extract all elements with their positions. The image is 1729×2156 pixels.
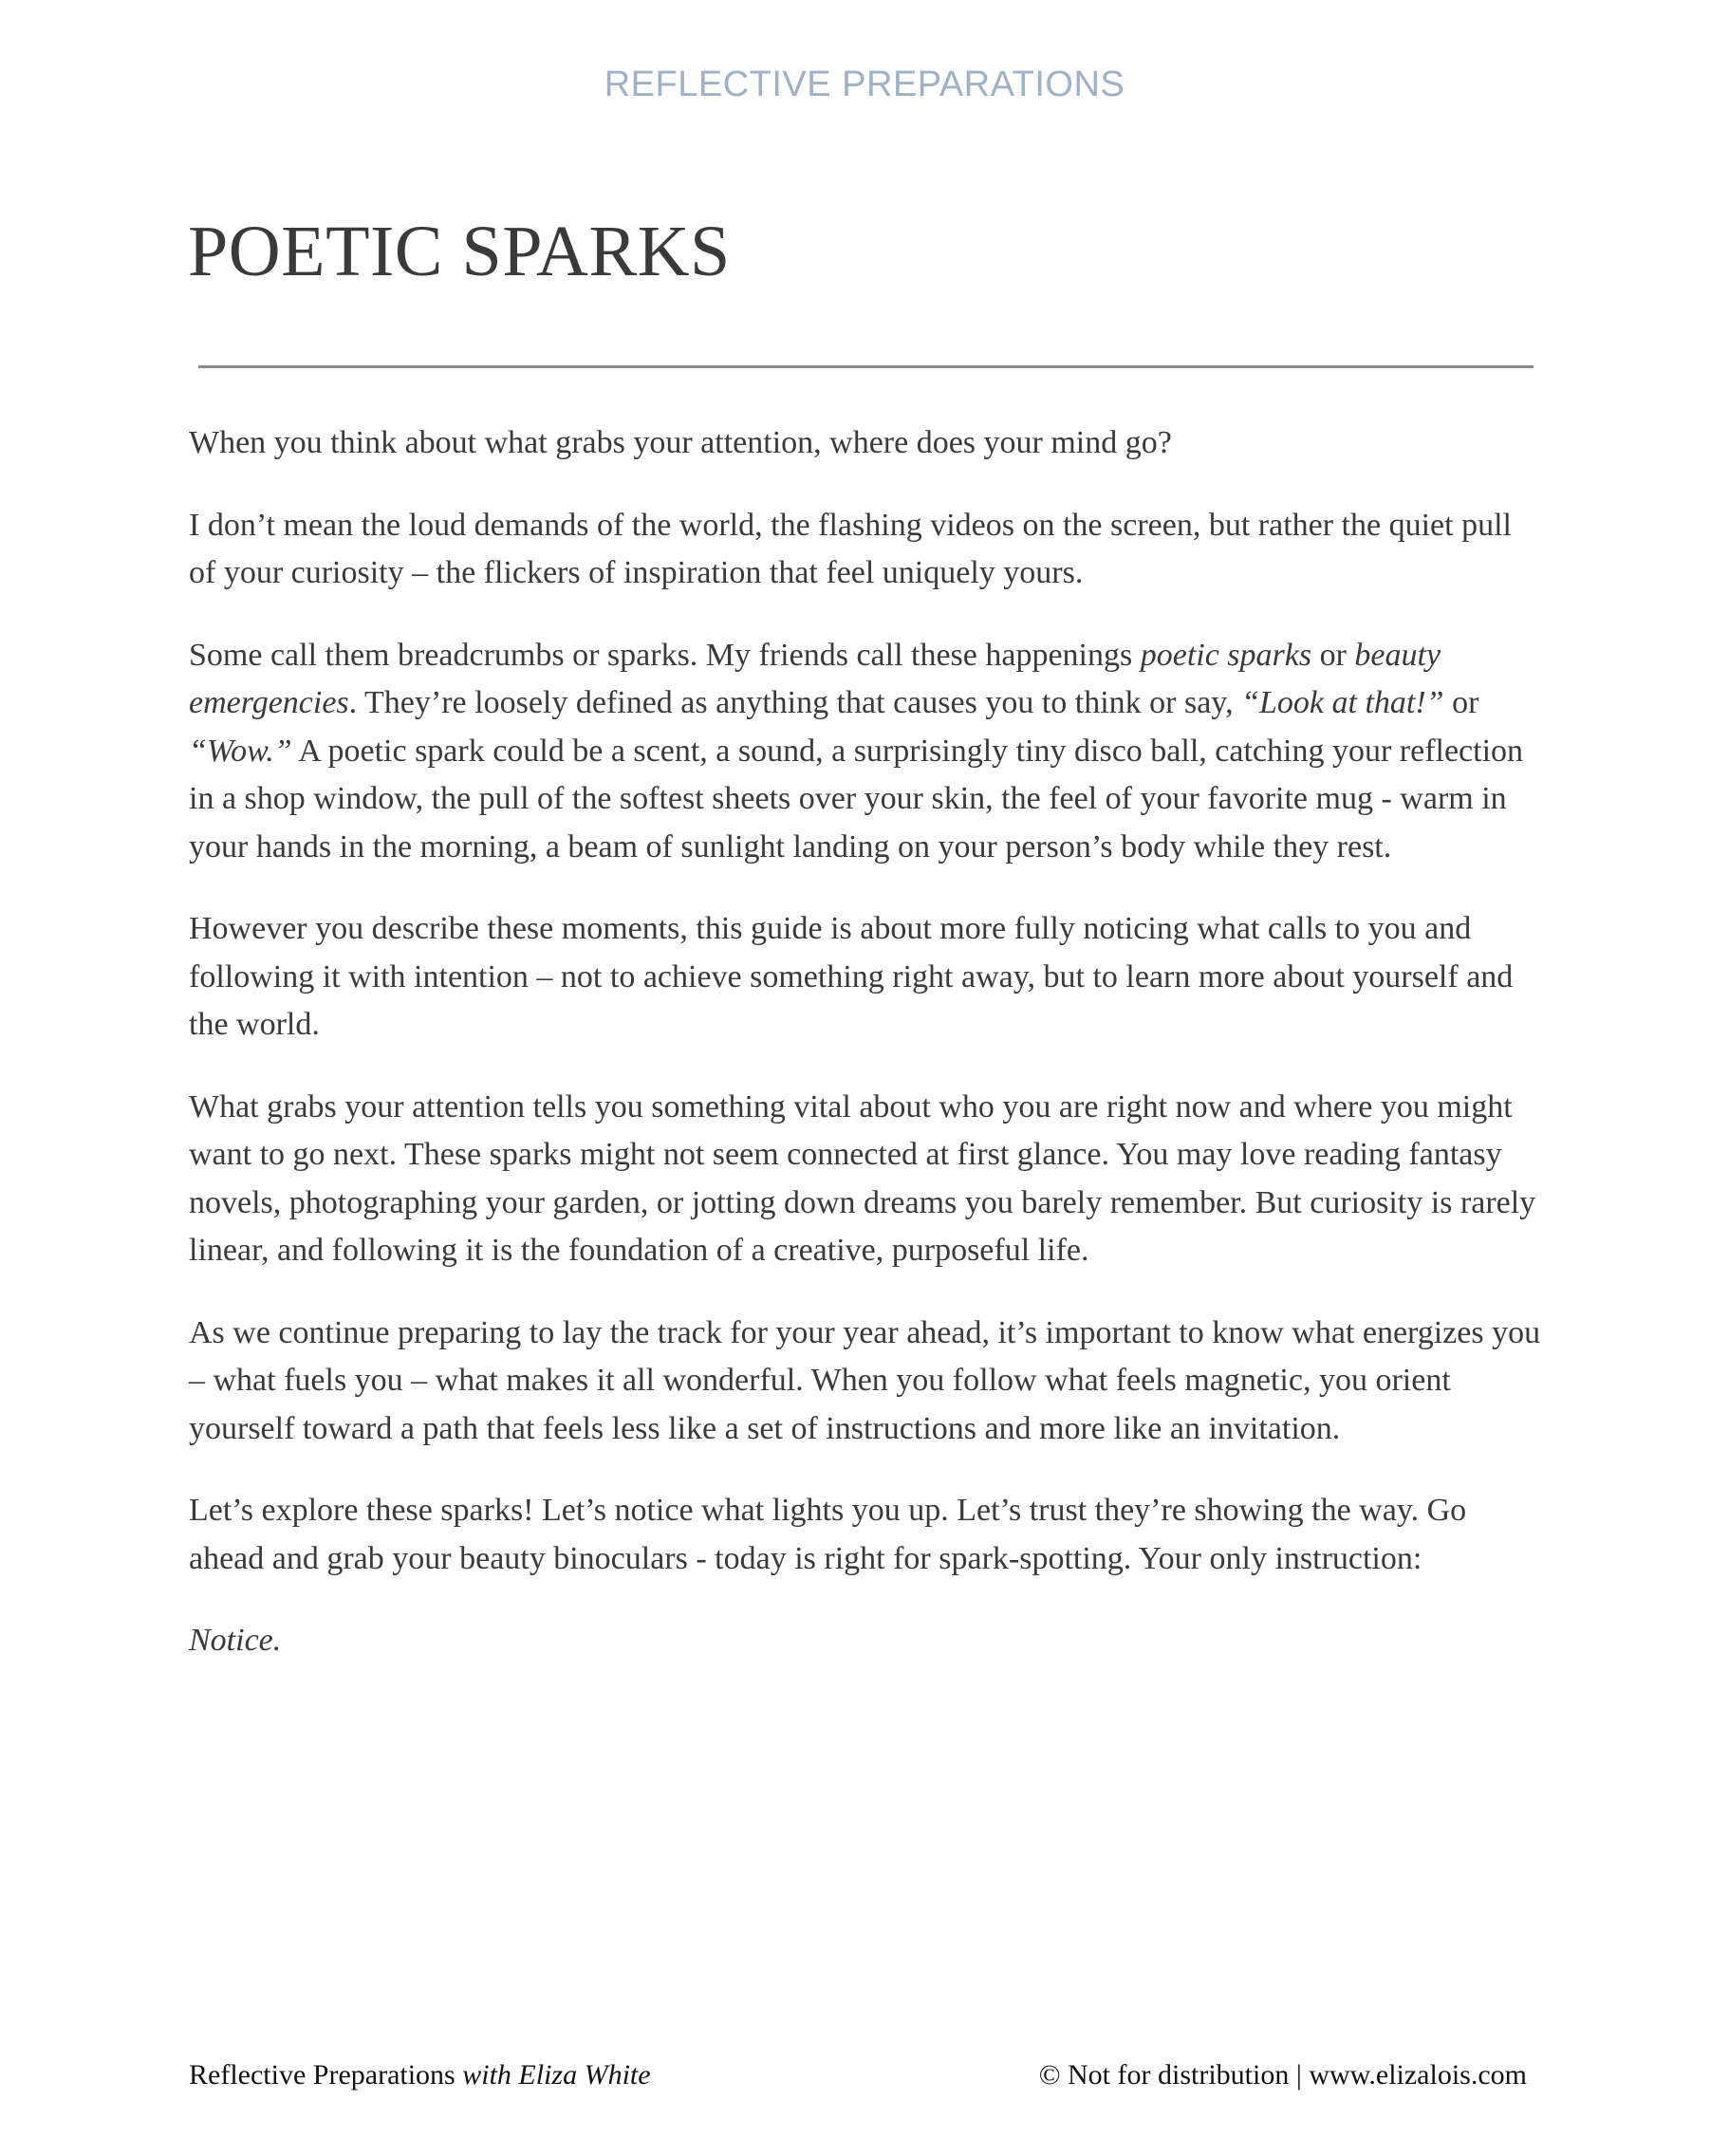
- paragraph-6: As we continue preparing to lay the track for your year ahead, it’s important to know what energizes you – what fuels you – what makes it all wonderful. When you follow what feels magnetic, you orient yourself toward a path that feels less like a set of instructions and more like an invitation.: [189, 1314, 1541, 1446]
- paragraph-3-text-c: or: [1311, 637, 1355, 673]
- notice-closing: Notice.: [189, 1623, 282, 1658]
- header-brand: REFLECTIVE PREPARATIONS: [604, 65, 1125, 104]
- paragraph-3-text-e: . They’re loosely defined as anything that causes you to think or say,: [348, 685, 1242, 720]
- paragraph-3: [189, 632, 1546, 872]
- body-text: [189, 419, 1546, 1700]
- paragraph-4: However you describe these moments, this guide is about more fully noticing what calls to you and following it with intention – not to achieve something right away, but to learn more about yourself and the world.: [189, 911, 1514, 1042]
- paragraph-2: I don’t mean the loud demands of the world, the flashing videos on the screen, but rather the quiet pull of your curiosity – the flickers of inspiration that feel uniquely yours.: [189, 507, 1512, 590]
- footer-copyright: © Not for distribution | www.elizalois.com: [1038, 2059, 1527, 2091]
- paragraph-3-text-a: Some call them breadcrumbs or sparks. My friends call these happenings: [189, 637, 1141, 673]
- title-divider: [198, 365, 1534, 368]
- paragraph-5: What grabs your attention tells you something vital about who you are right now and where you might want to go next. These sparks might not seem connected at first glance. You may love reading fantasy novels, photographing your garden, or jotting down dreams you barely remember. But curiosity is rarely linear, and following it is the foundation of a creative, purposeful life.: [189, 1088, 1536, 1268]
- footer-left-author: with Eliza White: [462, 2059, 651, 2091]
- footer-left-title: Reflective Preparations: [189, 2059, 463, 2091]
- paragraph-3-text-g: or: [1443, 685, 1479, 720]
- beauty-emergencies-term: beauty emergencies: [189, 637, 1441, 720]
- page-title: POETIC SPARKS: [188, 212, 731, 291]
- paragraph-1: When you think about what grabs your attention, where does your mind go?: [189, 425, 1172, 460]
- wow-quote: “Wow.”: [189, 733, 292, 769]
- poetic-sparks-term: poetic sparks: [1140, 637, 1312, 673]
- paragraph-7: Let’s explore these sparks! Let’s notice what lights you up. Let’s trust they’re showing the way. Go ahead and grab your beauty binoculars - today is right for spark-spotting. Your only instruction:: [189, 1493, 1467, 1576]
- paragraph-3-text-i: A poetic spark could be a scent, a sound, a surprisingly tiny disco ball, catching your reflection in a shop window, the pull of the softest sheets over your skin, the feel of your favorite mug - warm in your hands in the morning, a beam of sunlight landing on your person’s body while they rest.: [189, 733, 1524, 864]
- paragraph-8: [189, 1617, 1546, 1665]
- look-at-that-quote: “Look at that!”: [1241, 685, 1444, 720]
- footer-left: [189, 2059, 651, 2091]
